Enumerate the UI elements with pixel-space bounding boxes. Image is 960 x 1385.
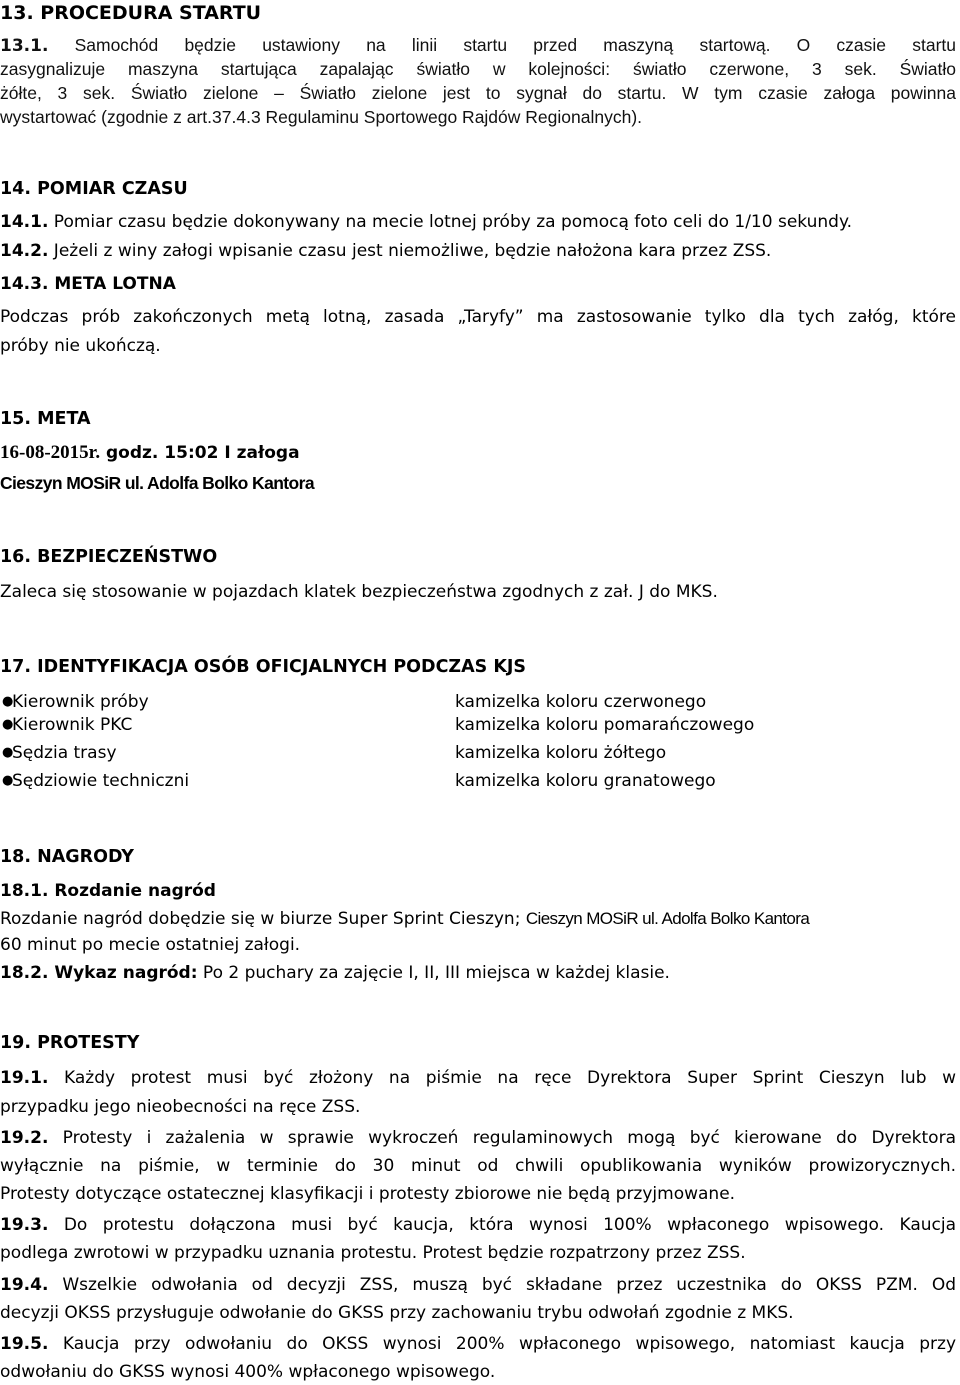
section-13-1-line-4: wystartować (zgodnie z art.37.4.3 Regulaminu Sportowego Rajdów Regionalnych).	[0, 107, 643, 127]
section-19-3-line-2: podlega zwrotowi w przypadku uznania protestu. Protest będzie rozpatrzony przez ZSS.	[0, 1243, 746, 1263]
section-13-1-text: Samochód będzie ustawiony na linii startu przed maszyną startową. O czasie startu	[48, 35, 956, 55]
section-14-heading: 14. POMIAR CZASU	[0, 179, 188, 199]
section-19-1-line-1	[0, 1067, 956, 1089]
section-17-heading: 17. IDENTYFIKACJA OSÓB OFICJALNYCH PODCZAS KJS	[0, 657, 527, 677]
section-13-1-line-1	[0, 34, 956, 57]
official-role: Sędzia trasy	[12, 743, 117, 763]
official-vest: kamizelka koloru granatowego	[455, 771, 716, 791]
section-19-2-text: Protesty i zażalenia w sprawie wykroczeń regulaminowych mogą być kierowane do Dyrektora	[48, 1128, 956, 1148]
list-item	[0, 714, 960, 736]
section-19-4-number: 19.4.	[0, 1275, 49, 1295]
bullet-icon: ●	[2, 745, 14, 760]
section-19-3-number: 19.3.	[0, 1215, 49, 1235]
section-19-1-number: 19.1.	[0, 1068, 49, 1088]
section-13-1-line-3: żółte, 3 sek. Światło zielone – Światło zielone jest to sygnał do startu. W tym czasie załoga powinna	[0, 83, 956, 103]
section-14-3-line-2: próby nie ukończą.	[0, 336, 161, 356]
section-18-1-heading: 18.1. Rozdanie nagród	[0, 881, 216, 901]
section-14-1-paragraph	[0, 211, 852, 233]
section-19-1-text: Każdy protest musi być złożony na piśmie na ręce Dyrektora Super Sprint Cieszyn lub w	[48, 1068, 956, 1088]
section-19-2-line-1	[0, 1127, 956, 1149]
section-18-1-line-1	[0, 908, 809, 930]
section-19-2-line-2: wyłącznie na piśmie, w terminie do 30 minut od chwili opublikowania wyników prowizorycznych.	[0, 1156, 956, 1176]
award-location: Cieszyn MOSiR ul. Adolfa Bolko Kantora	[525, 909, 810, 928]
section-19-5-line-2: odwołaniu do GKSS wynosi 400% wpłaconego wpisowego.	[0, 1362, 496, 1382]
section-18-1-text: Rozdanie nagród dobędzie się w biurze Super Sprint Cieszyn;	[0, 909, 526, 929]
section-19-4-text: Wszelkie odwołania od decyzji ZSS, muszą być składane przez uczestnika do OKSS PZM. Od	[48, 1275, 956, 1295]
section-14-3-line-1: Podczas prób zakończonych metą lotną, zasada „Taryfy” ma zastosowanie tylko dla tych załóg, które	[0, 307, 956, 327]
section-18-2-label: 18.2. Wykaz nagród:	[0, 963, 198, 983]
section-19-2-number: 19.2.	[0, 1128, 49, 1148]
list-item	[0, 742, 960, 764]
section-13-1-number: 13.1.	[0, 36, 49, 56]
official-role: Sędziowie techniczni	[12, 771, 190, 791]
section-14-1-number: 14.1.	[0, 212, 49, 232]
section-19-heading: 19. PROTESTY	[0, 1033, 140, 1053]
list-item	[0, 691, 960, 713]
section-14-2-number: 14.2.	[0, 241, 49, 261]
official-vest: kamizelka koloru pomarańczowego	[455, 715, 755, 735]
section-18-heading: 18. NAGRODY	[0, 847, 134, 867]
meta-date-time	[0, 442, 300, 464]
list-item	[0, 770, 960, 792]
section-14-2-text: Jeżeli z winy załogi wpisanie czasu jest niemożliwe, będzie nałożona kara przez ZSS.	[48, 241, 772, 261]
section-19-3-line-1	[0, 1214, 956, 1236]
section-16-text: Zaleca się stosowanie w pojazdach klatek bezpieczeństwa zgodnych z zał. J do MKS.	[0, 582, 718, 602]
meta-location: Cieszyn MOSiR ul. Adolfa Bolko Kantora	[0, 473, 314, 493]
bullet-icon: ●	[2, 694, 14, 709]
section-13-heading: 13. PROCEDURA STARTU	[0, 2, 262, 24]
official-role: Kierownik PKC	[12, 715, 133, 735]
section-19-5-number: 19.5.	[0, 1334, 49, 1354]
section-15-heading: 15. META	[0, 409, 91, 429]
official-vest: kamizelka koloru czerwonego	[455, 692, 707, 712]
section-19-4-line-2: decyzji OKSS przysługuje odwołanie do GKSS przy zachowaniu trybu odwołań zgodnie z MKS.	[0, 1303, 794, 1323]
section-18-2-text: Po 2 puchary za zajęcie I, II, III miejsca w każdej klasie.	[197, 963, 670, 983]
official-role: Kierownik próby	[12, 692, 149, 712]
section-14-3-heading: 14.3. META LOTNA	[0, 274, 176, 294]
bullet-icon: ●	[2, 717, 14, 732]
bullet-icon: ●	[2, 773, 14, 788]
section-18-1-line-2: 60 minut po mecie ostatniej załogi.	[0, 935, 301, 955]
meta-date: 16-08-2015r.	[0, 442, 101, 463]
section-14-1-text: Pomiar czasu będzie dokonywany na mecie lotnej próby za pomocą foto celi do 1/10 sekundy.	[48, 212, 852, 232]
section-19-1-line-2: przypadku jego nieobecności na ręce ZSS.	[0, 1097, 361, 1117]
official-vest: kamizelka koloru żółtego	[455, 743, 667, 763]
section-19-5-line-1	[0, 1333, 956, 1355]
section-19-4-line-1	[0, 1274, 956, 1296]
section-19-5-text: Kaucja przy odwołaniu do OKSS wynosi 200% wpłaconego wpisowego, natomiast kaucja przy	[48, 1334, 956, 1354]
section-19-3-text: Do protestu dołączona musi być kaucja, która wynosi 100% wpłaconego wpisowego. Kaucja	[48, 1215, 956, 1235]
section-14-2-paragraph	[0, 240, 771, 262]
meta-time: godz. 15:02 I załoga	[100, 443, 300, 463]
section-13-1-line-2: zasygnalizuje maszyna startująca zapalając światło w kolejności: światło czerwone, 3 sek. Światło	[0, 59, 956, 79]
section-18-2-paragraph	[0, 962, 670, 984]
section-19-2-line-3: Protesty dotyczące ostatecznej klasyfikacji i protesty zbiorowe nie będą przyjmowane.	[0, 1184, 736, 1204]
section-16-heading: 16. BEZPIECZEŃSTWO	[0, 547, 218, 567]
